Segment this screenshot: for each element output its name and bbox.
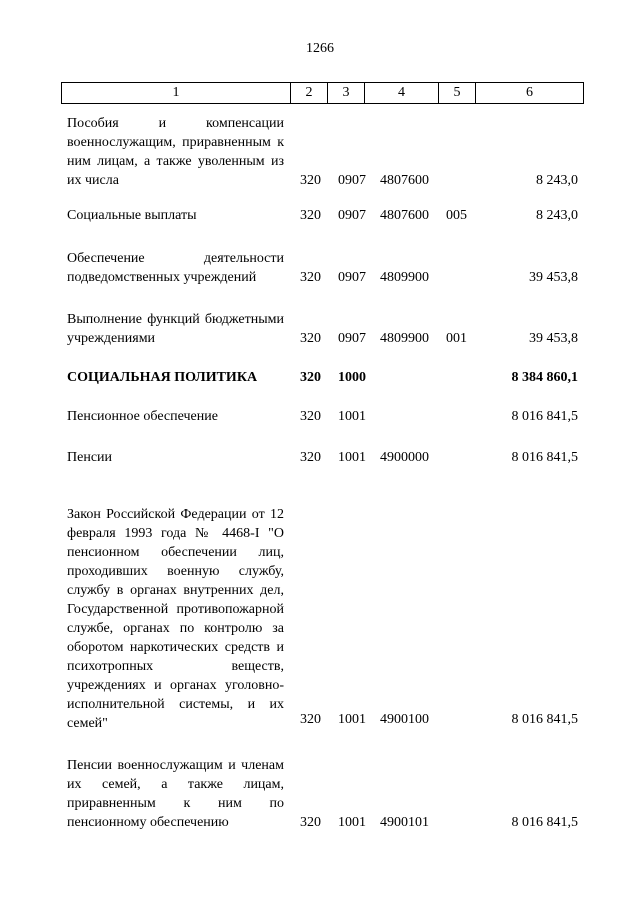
row-target-code: 4809900 (380, 331, 429, 346)
row-amount: 8 016 841,5 (511, 409, 578, 424)
row-ministry-code: 320 (300, 270, 321, 285)
row-name: Пенсии (67, 450, 113, 465)
row-expense-code: 001 (446, 331, 467, 346)
row-ministry-code: 320 (300, 409, 321, 424)
row-name: СОЦИАЛЬНАЯ ПОЛИТИКА (67, 370, 258, 385)
row-amount: 39 453,8 (529, 331, 578, 346)
row-amount: 8 016 841,5 (511, 815, 578, 830)
row-section-code: 1001 (338, 450, 366, 465)
row-ministry-code: 320 (300, 331, 321, 346)
row-target-code: 4900000 (380, 450, 429, 465)
row-ministry-code: 320 (300, 173, 321, 188)
row-section-code: 1001 (338, 815, 366, 830)
row-amount: 8 016 841,5 (511, 450, 578, 465)
row-ministry-code: 320 (300, 208, 321, 223)
page-number: 1266 (306, 41, 334, 56)
row-name: Выполнение функций бюджетными учреждениями (67, 312, 284, 346)
row-section-code: 0907 (338, 331, 366, 346)
row-name: Закон Российской Федерации от 12 февраля 1993 года № 4468-I "О пенсионном обеспечении лиц, проходивших военную службу, службу в органах внутренних дел, Государственной противопожарной службе, органах по контролю за оборотом наркотических средств и психотропных веществ, учреждениях и органах уголовно-исполнительной системы, и их семей" (67, 507, 284, 731)
row-ministry-code: 320 (300, 370, 321, 385)
row-name: Обеспечение деятельности подведомственных учреждений (67, 251, 284, 285)
row-target-code: 4809900 (380, 270, 429, 285)
row-section-code: 0907 (338, 270, 366, 285)
row-ministry-code: 320 (300, 450, 321, 465)
row-target-code: 4807600 (380, 173, 429, 188)
row-section-code: 1001 (338, 409, 366, 424)
header-col-1: 1 (62, 83, 291, 104)
row-amount: 8 384 860,1 (511, 370, 578, 385)
row-name: Социальные выплаты (67, 208, 197, 223)
row-target-code: 4900100 (380, 712, 429, 727)
row-section-code: 0907 (338, 208, 366, 223)
row-section-code: 1000 (338, 370, 366, 385)
table-header (61, 82, 584, 104)
header-col-4: 4 (365, 83, 439, 104)
row-section-code: 1001 (338, 712, 366, 727)
row-amount: 8 243,0 (536, 208, 578, 223)
row-name: Пенсионное обеспечение (67, 409, 218, 424)
row-name: Пособия и компенсации военнослужащим, приравненным к ним лицам, а также уволенным из их числа (67, 116, 284, 188)
row-ministry-code: 320 (300, 712, 321, 727)
header-col-2: 2 (291, 83, 328, 104)
row-section-code: 0907 (338, 173, 366, 188)
header-col-3: 3 (328, 83, 365, 104)
row-name: Пенсии военнослужащим и членам их семей, а также лицам, приравненным к ним по пенсионному обеспечению (67, 758, 284, 830)
row-expense-code: 005 (446, 208, 467, 223)
header-col-5: 5 (439, 83, 476, 104)
header-col-6: 6 (476, 83, 584, 104)
row-target-code: 4807600 (380, 208, 429, 223)
row-amount: 39 453,8 (529, 270, 578, 285)
row-amount: 8 243,0 (536, 173, 578, 188)
row-ministry-code: 320 (300, 815, 321, 830)
row-target-code: 4900101 (380, 815, 429, 830)
row-amount: 8 016 841,5 (511, 712, 578, 727)
